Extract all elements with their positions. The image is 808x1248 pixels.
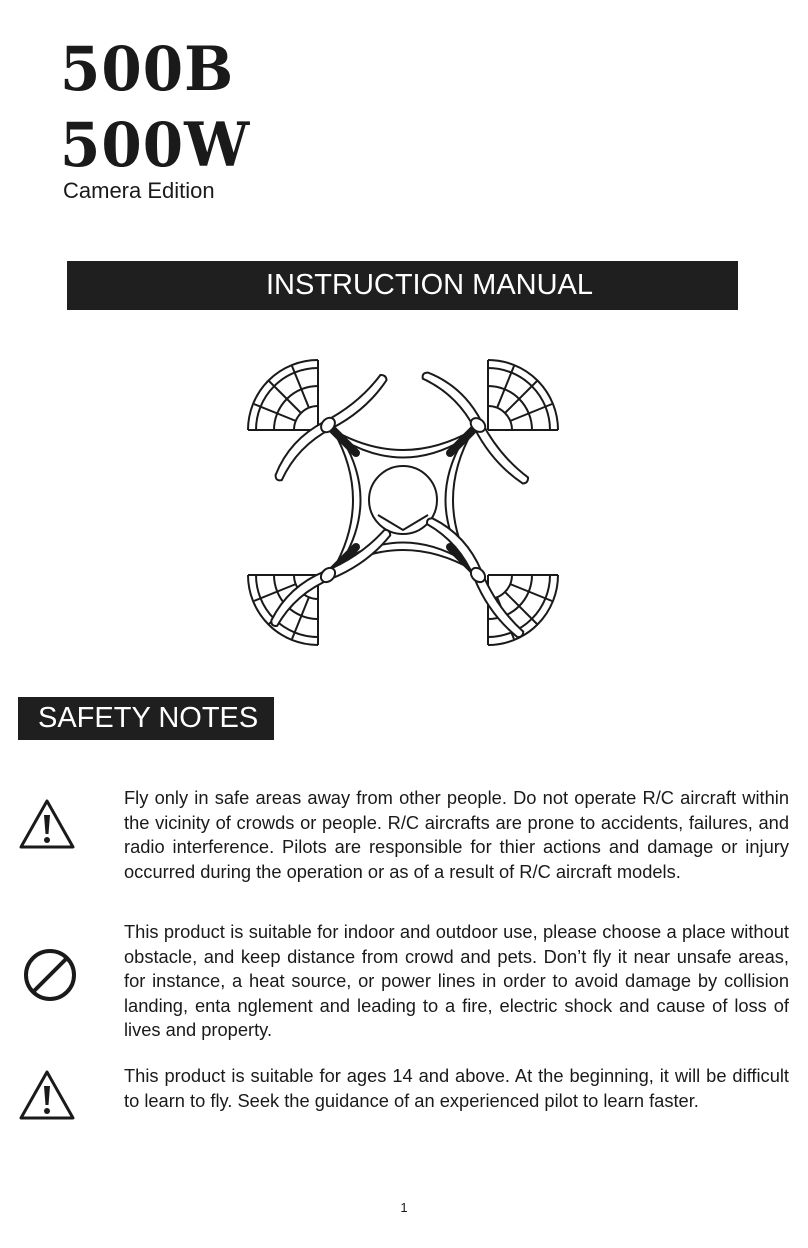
manual-title-banner: INSTRUCTION MANUAL <box>67 261 738 310</box>
safety-note-text: This product is suitable for ages 14 and above. At the beginning, it will be difficult to learn to fly. Seek the guidance of an experienced pilot to learn faster. <box>124 1065 789 1111</box>
warning-triangle-icon <box>17 1066 77 1126</box>
model-name-500w: 500W <box>60 109 251 181</box>
quadcopter-drone-icon <box>238 335 568 665</box>
safety-note-text: Fly only in safe areas away from other people. Do not operate R/C aircraft within the vicinity of crowds or people. R/C aircrafts are prone to accidents, failures, and radio interference. Pilots are responsible for thier actions and damage or injury occurred during the operation or as of a result of R/C aircraft models. <box>124 787 789 882</box>
prohibited-icon <box>20 945 80 1005</box>
warning-triangle-icon <box>17 795 77 855</box>
safety-notes-heading: SAFETY NOTES <box>18 697 274 740</box>
model-name-500b: 500B <box>60 33 235 105</box>
safety-note-text: This product is suitable for indoor and outdoor use, please choose a place without obstacle, and keep distance from crowd and pets. Don’t fly it near unsafe areas, for instance, a heat source, or power lines in order to avoid damage by collision landing, enta nglement and leading to a fire, electric shock and cause of loss of lives and property. <box>124 921 789 1040</box>
edition-label: Camera Edition <box>63 178 215 203</box>
page-number: 1 <box>400 1200 408 1215</box>
